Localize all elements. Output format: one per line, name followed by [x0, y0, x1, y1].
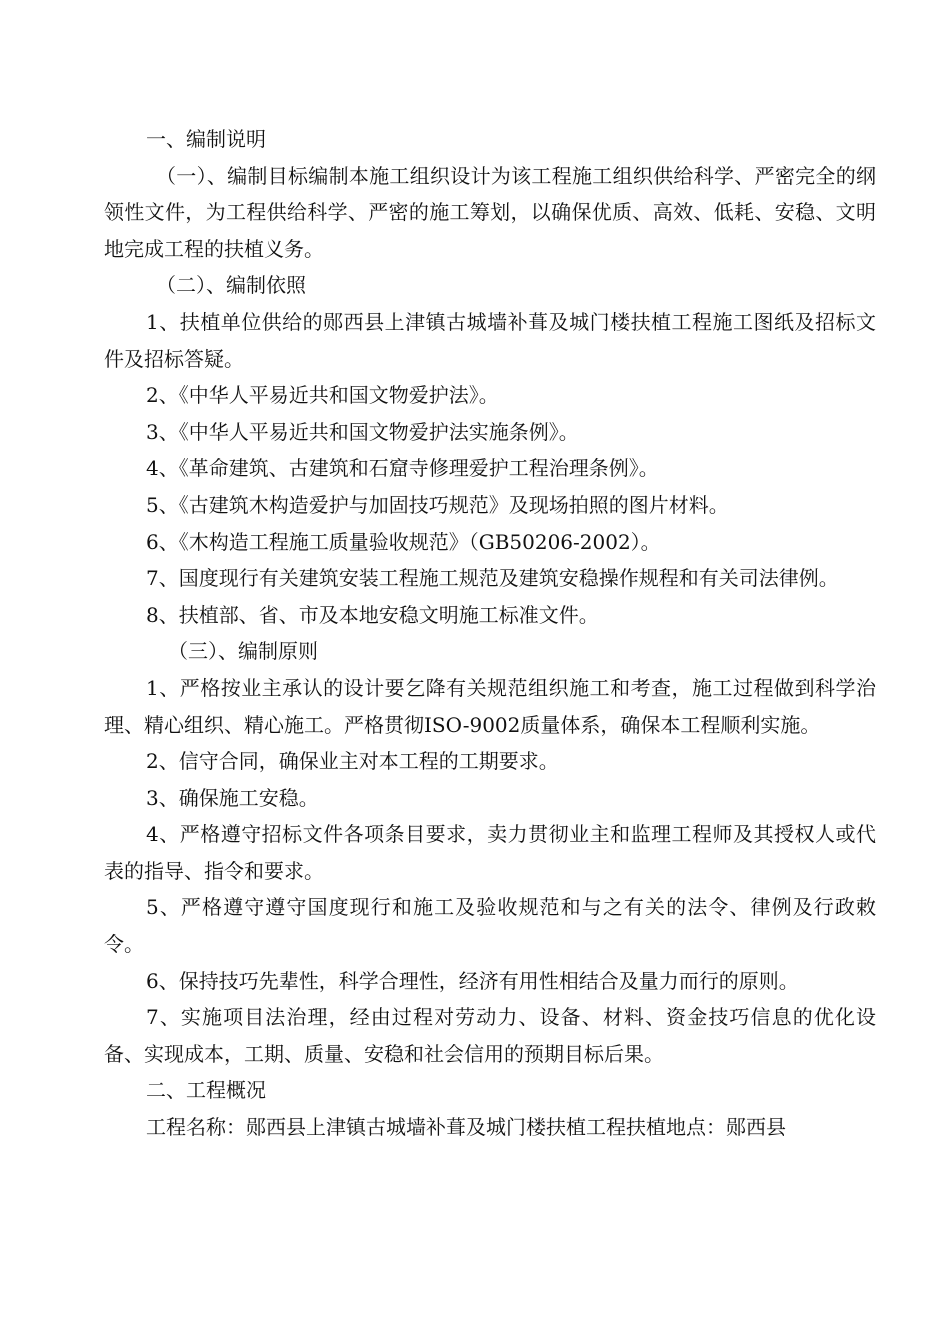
section-heading: 一、编制说明	[146, 127, 266, 151]
document-body	[104, 121, 876, 1146]
paragraph: 3、《中华人平易近共和国文物爱护法实施条例》。	[146, 419, 579, 444]
paragraph: 6、保持技巧先辈性，科学合理性，经济有用性相结合及量力而行的原则。	[146, 968, 799, 993]
paragraph: 3、确保施工安稳。	[146, 785, 319, 810]
paragraph: 4、严格遵守招标文件各项条目要求，卖力贯彻业主和监理工程师及其授权人或代表的指导、指令和要求。	[104, 822, 876, 883]
paragraph: （一）、编制目标编制本施工组织设计为该工程施工组织供给科学、严密完全的纲领性文件，为工程供给科学、严密的施工筹划，以确保优质、高效、低耗、安稳、文明地完成工程的扶植义务。	[104, 163, 876, 261]
paragraph: 1、严格按业主承认的设计要乞降有关规范组织施工和考查，施工过程做到科学治理、精心组织、精心施工。严格贯彻ISO-9002质量体系，确保本工程顺利实施。	[104, 675, 876, 737]
paragraph: 工程名称：郧西县上津镇古城墙补葺及城门楼扶植工程扶植地点：郧西县	[146, 1115, 786, 1140]
paragraph: 8、扶植部、省、市及本地安稳文明施工标准文件。	[146, 602, 599, 627]
section-heading: 二、工程概况	[146, 1078, 266, 1103]
paragraph: 7、实施项目法治理，经由过程对劳动力、设备、材料、资金技巧信息的优化设备、实现成本，工期、质量、安稳和社会信用的预期目标后果。	[104, 1005, 876, 1066]
paragraph: 6、《木构造工程施工质量验收规范》（GB50206-2002）。	[146, 529, 661, 554]
subsection-heading: （二）、编制依照	[156, 273, 306, 298]
paragraph: 2、信守合同，确保业主对本工程的工期要求。	[146, 749, 559, 774]
subsection-heading: （三）、编制原则	[168, 639, 318, 664]
paragraph: 7、国度现行有关建筑安装工程施工规范及建筑安稳操作规程和有关司法律例。	[146, 566, 839, 591]
paragraph: 5、《古建筑木构造爱护与加固技巧规范》及现场拍照的图片材料。	[146, 492, 729, 517]
paragraph: 4、《革命建筑、古建筑和石窟寺修理爱护工程治理条例》。	[146, 456, 659, 481]
paragraph: 1、扶植单位供给的郧西县上津镇古城墙补葺及城门楼扶植工程施工图纸及招标文件及招标答疑。	[104, 309, 876, 371]
paragraph: 5、严格遵守遵守国度现行和施工及验收规范和与之有关的法令、律例及行政敕令。	[104, 895, 876, 957]
paragraph: 2、《中华人平易近共和国文物爱护法》。	[146, 383, 499, 408]
